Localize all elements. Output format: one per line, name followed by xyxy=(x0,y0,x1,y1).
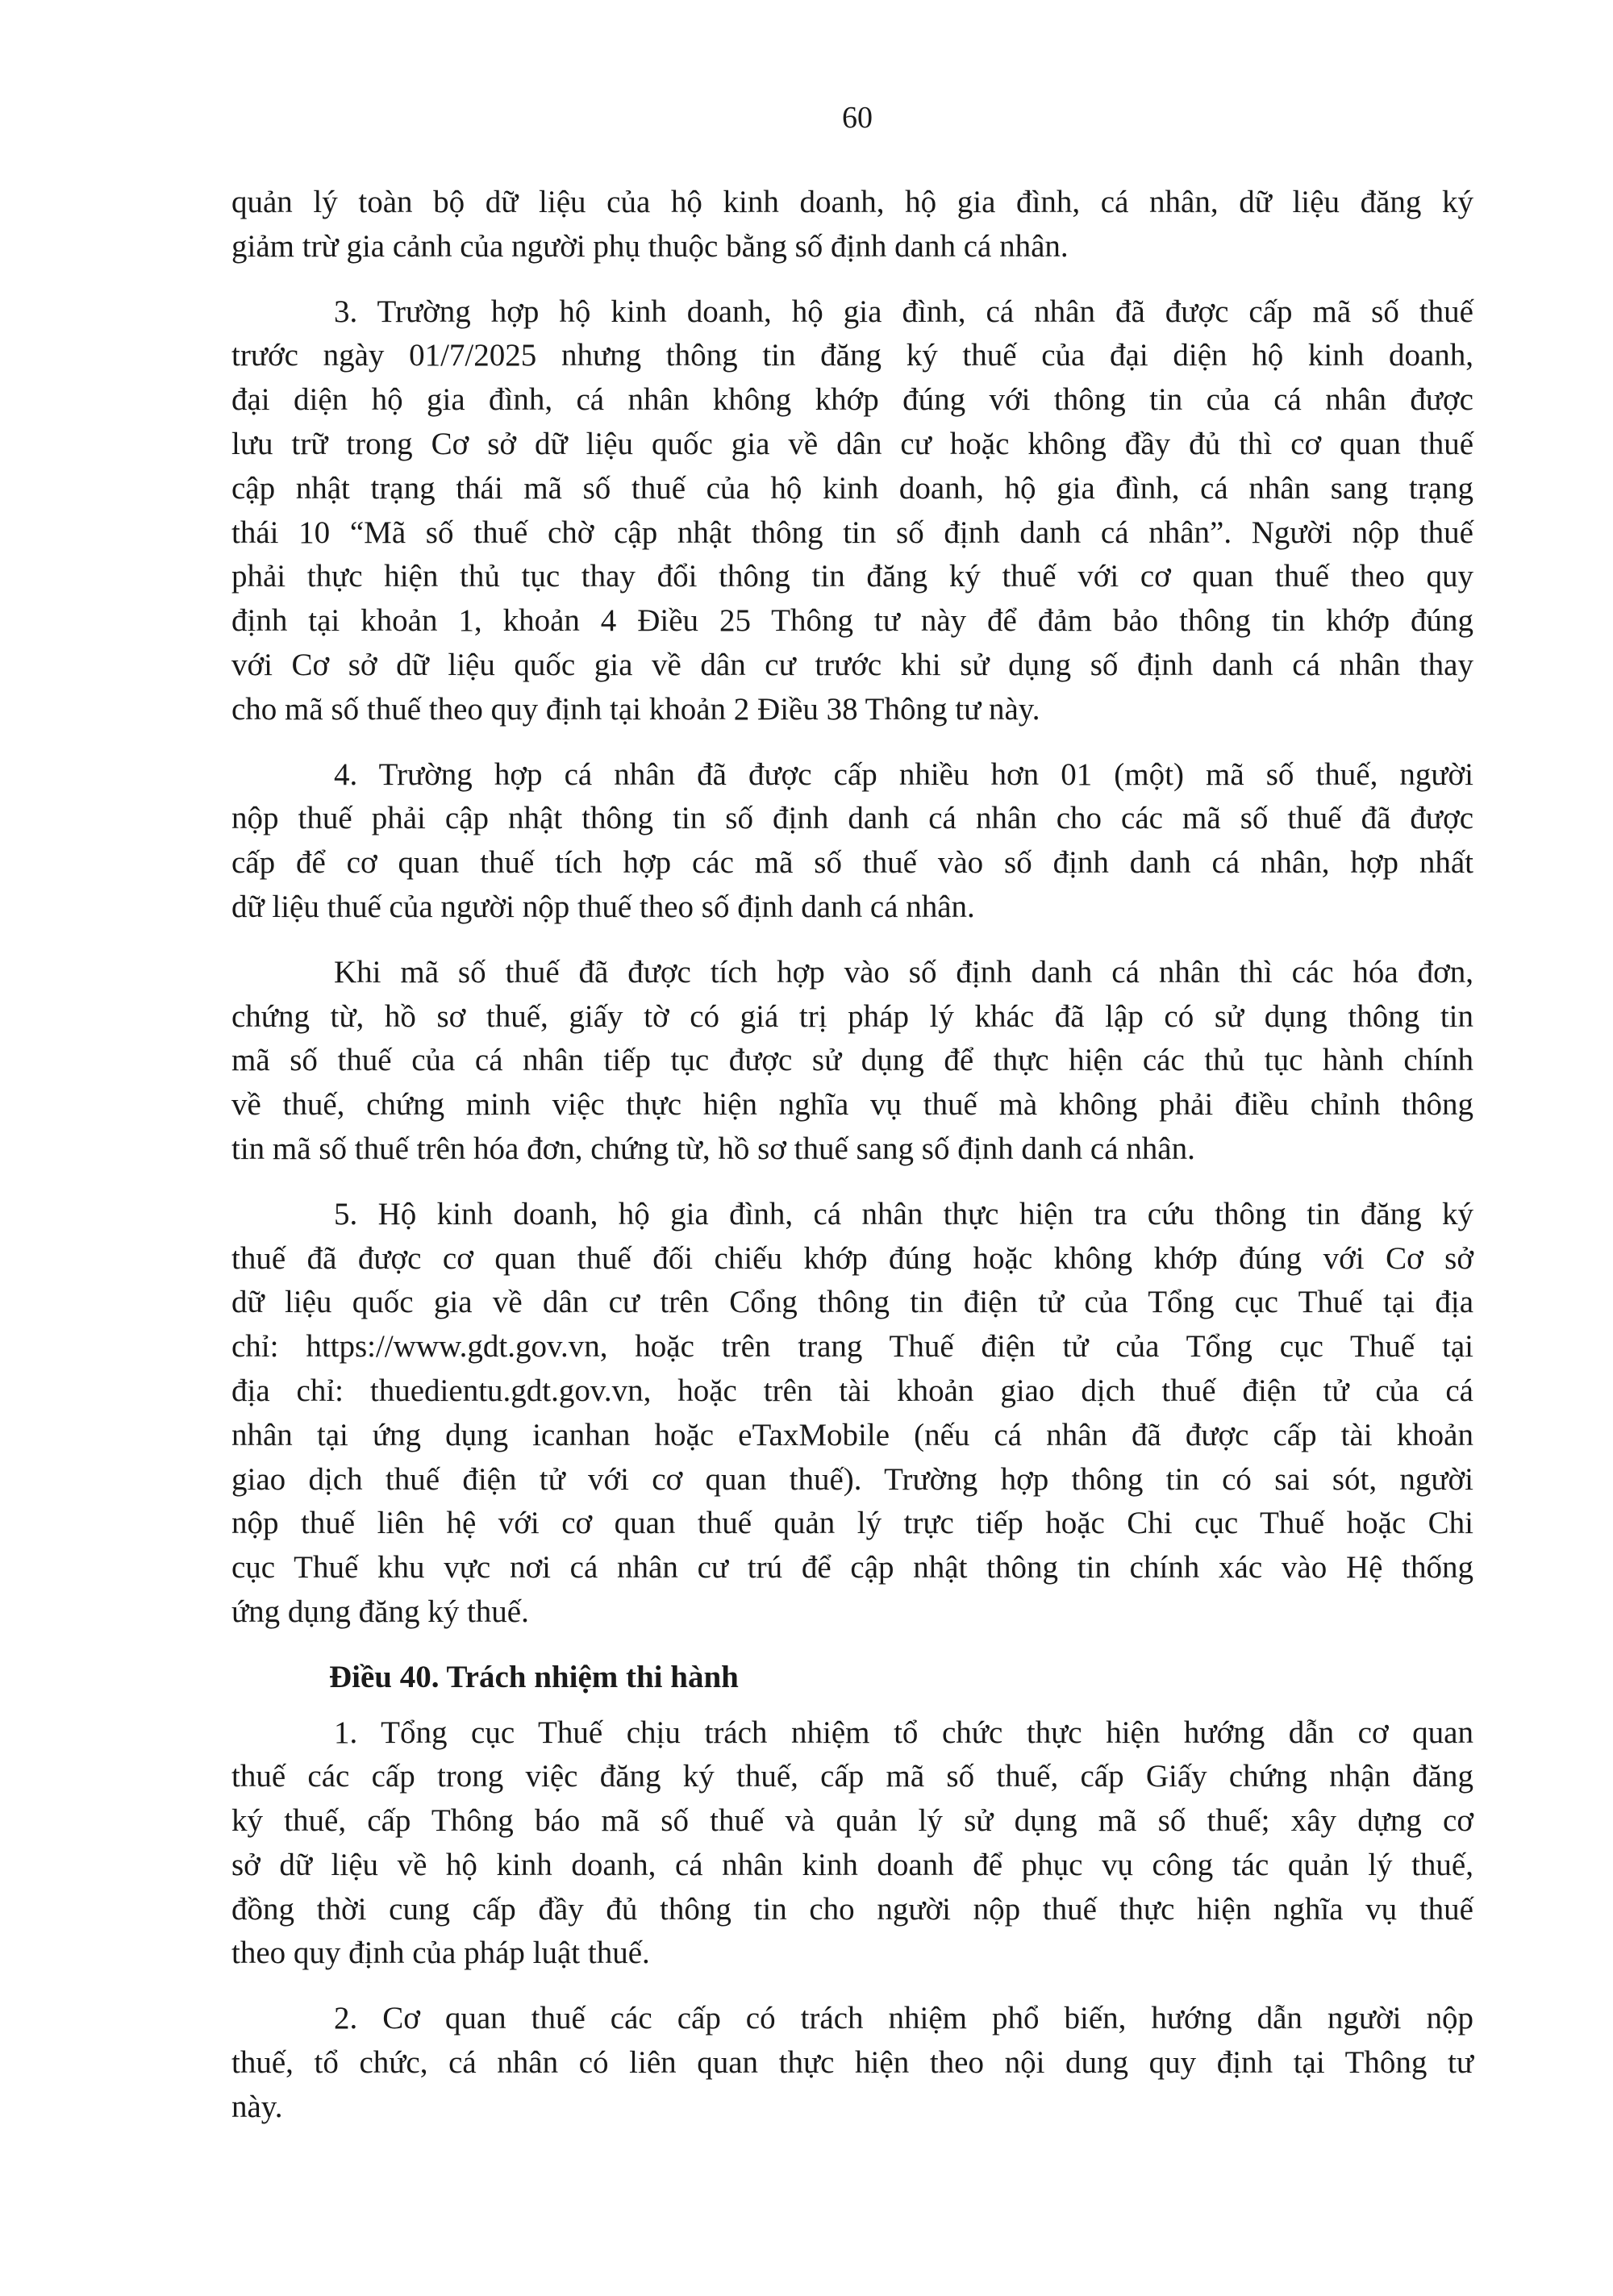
page-number: 60 xyxy=(842,101,873,135)
article-paragraph-1 xyxy=(231,1711,1473,1977)
document-body xyxy=(231,181,1473,2151)
text-line: đại diện hộ gia đình, cá nhân không khớp đúng với thông tin của cá nhân được xyxy=(231,382,1473,418)
text-line: này. xyxy=(231,2089,283,2124)
text-line: định tại khoản 1, khoản 4 Điều 25 Thông tư này để đảm bảo thông tin khớp đúng xyxy=(231,603,1473,639)
text-line: phải thực hiện thủ tục thay đổi thông tin đăng ký thuế với cơ quan thuế theo quy xyxy=(231,559,1473,594)
paragraph-item-3 xyxy=(231,290,1473,732)
text-line: Khi mã số thuế đã được tích hợp vào số định danh cá nhân thì các hóa đơn, xyxy=(334,954,1473,990)
text-line: sở dữ liệu về hộ kinh doanh, cá nhân kinh doanh để phục vụ công tác quản lý thuế, xyxy=(231,1847,1473,1882)
text-line: đồng thời cung cấp đầy đủ thông tin cho người nộp thuế thực hiện nghĩa vụ thuế xyxy=(231,1891,1473,1927)
text-line: dữ liệu thuế của người nộp thuế theo số định danh cá nhân. xyxy=(231,889,975,924)
text-line: giao dịch thuế điện tử với cơ quan thuế). Trường hợp thông tin có sai sót, người xyxy=(231,1461,1473,1497)
text-line: nộp thuế phải cập nhật thông tin số định danh cá nhân cho các mã số thuế đã được xyxy=(231,801,1473,836)
article-paragraph-2 xyxy=(231,1997,1473,2129)
text-line: ứng dụng đăng ký thuế. xyxy=(231,1594,529,1629)
text-line: giảm trừ gia cảnh của người phụ thuộc bằng số định danh cá nhân. xyxy=(231,228,1069,264)
text-line: nộp thuế liên hệ với cơ quan thuế quản lý trực tiếp hoặc Chi cục Thuế hoặc Chi xyxy=(231,1506,1473,1541)
text-line: với Cơ sở dữ liệu quốc gia về dân cư trước khi sử dụng số định danh cá nhân thay xyxy=(231,647,1473,682)
paragraph-continuation xyxy=(231,181,1473,269)
text-line: mã số thuế của cá nhân tiếp tục được sử dụng để thực hiện các thủ tục hành chính xyxy=(231,1043,1473,1078)
text-line: 4. Trường hợp cá nhân đã được cấp nhiều hơn 01 (một) mã số thuế, người xyxy=(334,756,1473,792)
text-line: chứng từ, hồ sơ thuế, giấy tờ có giá trị pháp lý khác đã lập có sử dụng thông tin xyxy=(231,998,1473,1034)
text-line: thuế các cấp trong việc đăng ký thuế, cấp mã số thuế, cấp Giấy chứng nhận đăng xyxy=(231,1759,1473,1794)
text-line: 2. Cơ quan thuế các cấp có trách nhiệm phổ biến, hướng dẫn người nộp xyxy=(334,2001,1473,2036)
text-line: theo quy định của pháp luật thuế. xyxy=(231,1936,650,1971)
text-line: chỉ: https://www.gdt.gov.vn, hoặc trên trang Thuế điện tử của Tổng cục Thuế tại xyxy=(231,1329,1473,1365)
text-line: 5. Hộ kinh doanh, hộ gia đình, cá nhân thực hiện tra cứu thông tin đăng ký xyxy=(334,1196,1473,1231)
text-line: dữ liệu quốc gia về dân cư trên Cổng thông tin điện tử của Tổng cục Thuế tại địa xyxy=(231,1285,1473,1320)
text-line: tin mã số thuế trên hóa đơn, chứng từ, hồ sơ thuế sang số định danh cá nhân. xyxy=(231,1131,1195,1166)
text-line: 1. Tổng cục Thuế chịu trách nhiệm tổ chức thực hiện hướng dẫn cơ quan xyxy=(334,1715,1473,1750)
text-line: cập nhật trạng thái mã số thuế của hộ kinh doanh, hộ gia đình, cá nhân sang trạng xyxy=(231,470,1473,506)
text-line: thuế, tổ chức, cá nhân có liên quan thực hiện theo nội dung quy định tại Thông tư xyxy=(231,2045,1473,2081)
text-line: thái 10 “Mã số thuế chờ cập nhật thông tin số định danh cá nhân”. Người nộp thuế xyxy=(231,515,1473,550)
text-line: về thuế, chứng minh việc thực hiện nghĩa vụ thuế mà không phải điều chỉnh thông xyxy=(231,1087,1473,1123)
text-line: cho mã số thuế theo quy định tại khoản 2 Điều 38 Thông tư này. xyxy=(231,691,1040,727)
text-line: lưu trữ trong Cơ sở dữ liệu quốc gia về dân cư hoặc không đầy đủ thì cơ quan thuế xyxy=(231,426,1473,461)
text-line: nhân tại ứng dụng icanhan hoặc eTaxMobile (nếu cá nhân đã được cấp tài khoản xyxy=(231,1417,1473,1452)
text-line: 3. Trường hợp hộ kinh doanh, hộ gia đình, cá nhân đã được cấp mã số thuế xyxy=(334,294,1473,329)
text-line: ký thuế, cấp Thông báo mã số thuế và quản lý sử dụng mã số thuế; xây dựng cơ xyxy=(231,1803,1473,1839)
paragraph-item-4-continued xyxy=(231,951,1473,1172)
text-line: trước ngày 01/7/2025 nhưng thông tin đăng ký thuế của đại diện hộ kinh doanh, xyxy=(231,338,1473,373)
text-line: quản lý toàn bộ dữ liệu của hộ kinh doanh, hộ gia đình, cá nhân, dữ liệu đăng ký xyxy=(231,185,1473,219)
text-line: cấp để cơ quan thuế tích hợp các mã số thuế vào số định danh cá nhân, hợp nhất xyxy=(231,845,1473,881)
text-line: thuế đã được cơ quan thuế đối chiếu khớp đúng hoặc không khớp đúng với Cơ sở xyxy=(231,1240,1473,1276)
text-line: cục Thuế khu vực nơi cá nhân cư trú để cập nhật thông tin chính xác vào Hệ thống xyxy=(231,1550,1473,1586)
text-line: địa chỉ: thuedientu.gdt.gov.vn, hoặc trên tài khoản giao dịch thuế điện tử của cá xyxy=(231,1373,1473,1408)
paragraph-item-4 xyxy=(231,753,1473,930)
paragraph-item-5 xyxy=(231,1193,1473,1635)
article-heading: Điều 40. Trách nhiệm thi hành xyxy=(329,1659,739,1694)
